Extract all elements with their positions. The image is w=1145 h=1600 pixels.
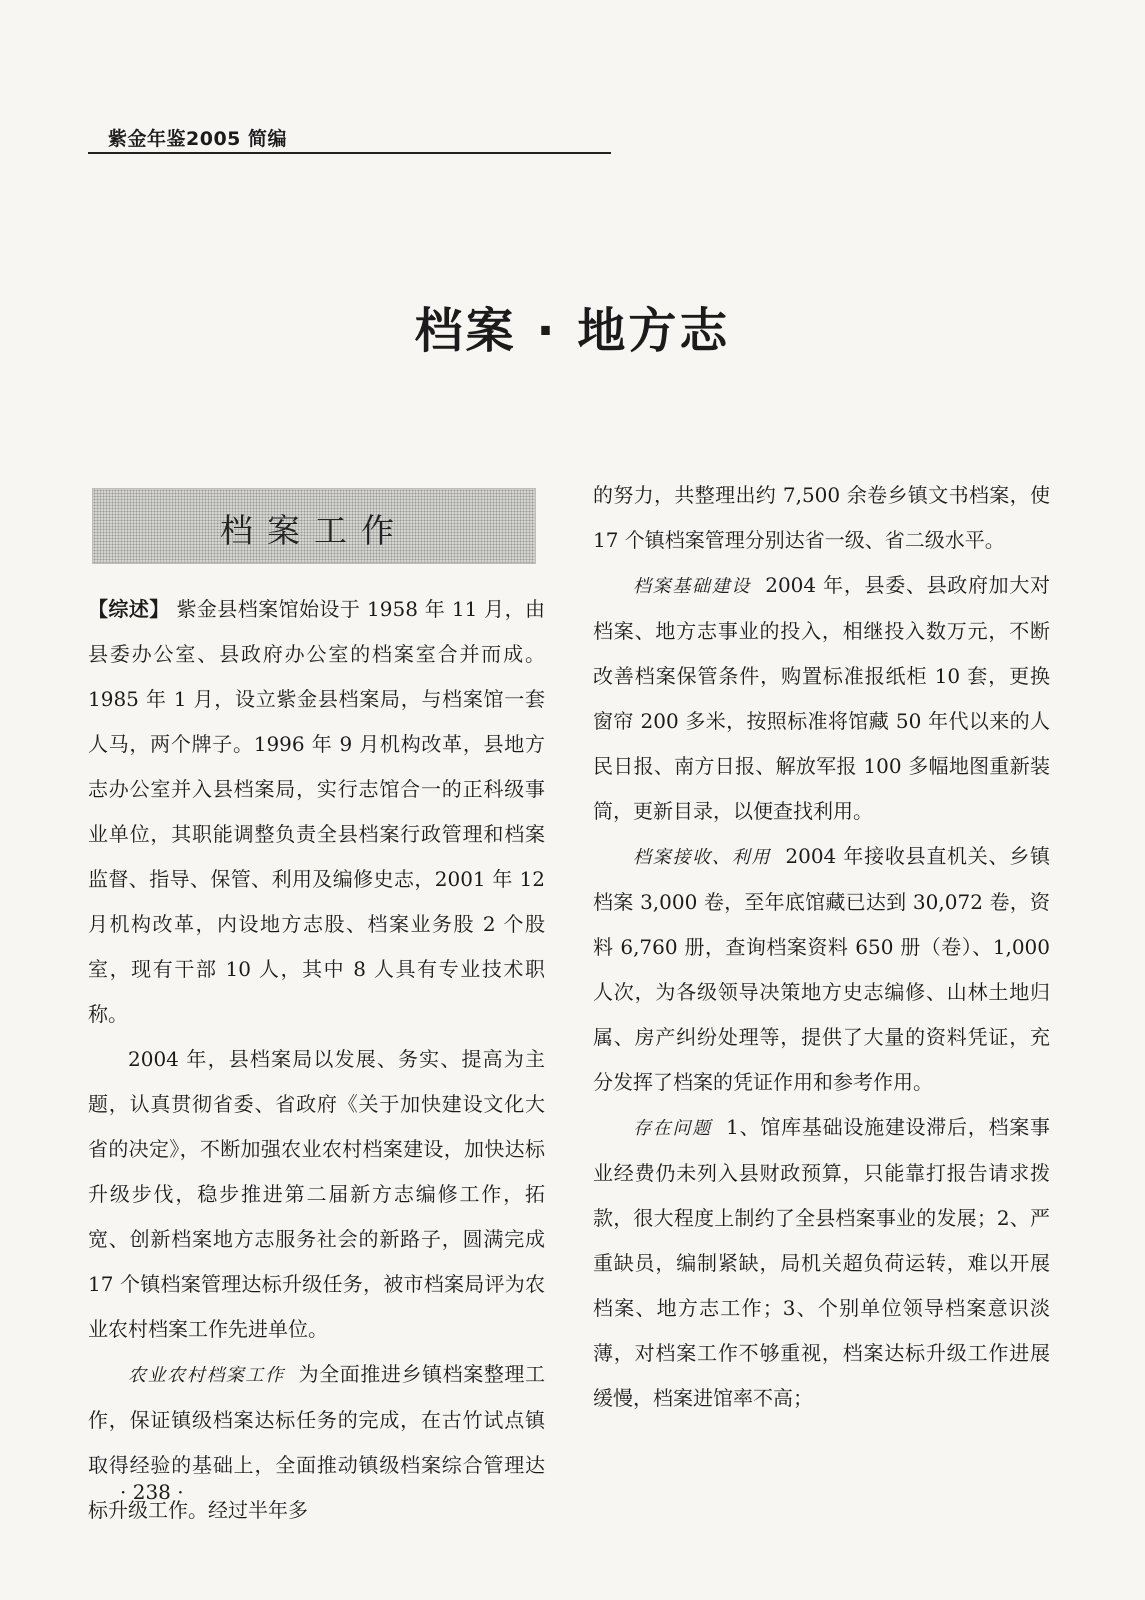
problems-heading: 存在问题 <box>633 1118 712 1139</box>
overview-text: 紫金县档案馆始设于 1958 年 11 月，由县委办公室、县政府办公室的档案室合并而成。1985 年 1 月，设立紫金县档案局，与档案馆一套人马，两个牌子。1996 年 9 月机构改革，县地方志办公室并入县档案局，实行志馆合一的正科级事业单位，其职能调整负责全县档案行政管理和档案监督、指导、保管、利用及编修史志，2001 年 12 月机构改革，内设地方志股、档案业务股 2 个股室，现有干部 10 人，其中 8 人具有专业技术职称。 <box>88 597 545 1026</box>
section-banner <box>92 488 536 564</box>
receiving-heading: 档案接收、利用 <box>633 847 772 868</box>
page-number: · 238 · <box>120 1480 184 1504</box>
running-header: 紫金年鉴2005 简编 <box>108 128 287 150</box>
receiving-text: 2004 年接收县直机关、乡镇档案 3,000 卷，至年底馆藏已达到 30,072 卷，资料 6,760 册，查询档案资料 650 册（卷）、1,000 人次，为各级领导决策地方史志编修、山林土地归属、房产纠纷处理等，提供了大量的资料凭证，充分发挥了档案的凭证作用和参考作用。 <box>593 844 1051 1094</box>
left-column <box>88 587 545 1533</box>
problems-paragraph <box>593 1105 1050 1421</box>
rural-archives-heading: 农业农村档案工作 <box>128 1365 285 1386</box>
receiving-paragraph <box>593 834 1050 1105</box>
infrastructure-heading: 档案基础建设 <box>633 576 752 597</box>
rural-archives-text: 为全面推进乡镇档案整理工作，保证镇级档案达标任务的完成，在古竹试点镇取得经验的基础上，全面推动镇级档案综合管理达标升级工作。经过半年多 <box>88 1362 546 1522</box>
rural-archives-paragraph <box>88 1352 545 1533</box>
infrastructure-text: 2004 年，县委、县政府加大对档案、地方志事业的投入，相继投入数万元，不断改善档案保管条件，购置标准报纸柜 10 套，更换窗帘 200 多米，按照标准将馆藏 50 年代以来的人民日报、南方日报、解放军报 100 多幅地图重新装筒，更新目录，以便查找利用。 <box>593 573 1051 823</box>
banner-title: 档案工作 <box>220 511 408 550</box>
overview-label: 【综述】 <box>88 597 170 621</box>
overview-paragraph <box>88 587 545 1037</box>
summary-2004-paragraph: 2004 年，县档案局以发展、务实、提高为主题，认真贯彻省委、省政府《关于加快建设文化大省的决定》，不断加强农业农村档案建设，加快达标升级步伐，稳步推进第二届新方志编修工作，拓宽、创新档案地方志服务社会的新路子，圆满完成 17 个镇档案管理达标升级任务，被市档案局评为农业农村档案工作先进单位。 <box>88 1047 545 1341</box>
header-rule <box>88 152 611 154</box>
continued-paragraph: 的努力，共整理出约 7,500 余卷乡镇文书档案，使 17 个镇档案管理分别达省一级、省二级水平。 <box>593 483 1050 552</box>
infrastructure-paragraph <box>593 563 1050 834</box>
problems-text: 1、馆库基础设施建设滞后，档案事业经费仍未列入县财政预算，只能靠打报告请求拨款，很大程度上制约了全县档案事业的发展；2、严重缺员，编制紧缺，局机关超负荷运转，难以开展档案、地方志工作；3、个别单位领导档案意识淡薄，对档案工作不够重视，档案达标升级工作进展缓慢，档案进馆率不高； <box>593 1115 1051 1410</box>
section-title: 档案 · 地方志 <box>414 303 731 359</box>
right-column <box>593 473 1050 1421</box>
